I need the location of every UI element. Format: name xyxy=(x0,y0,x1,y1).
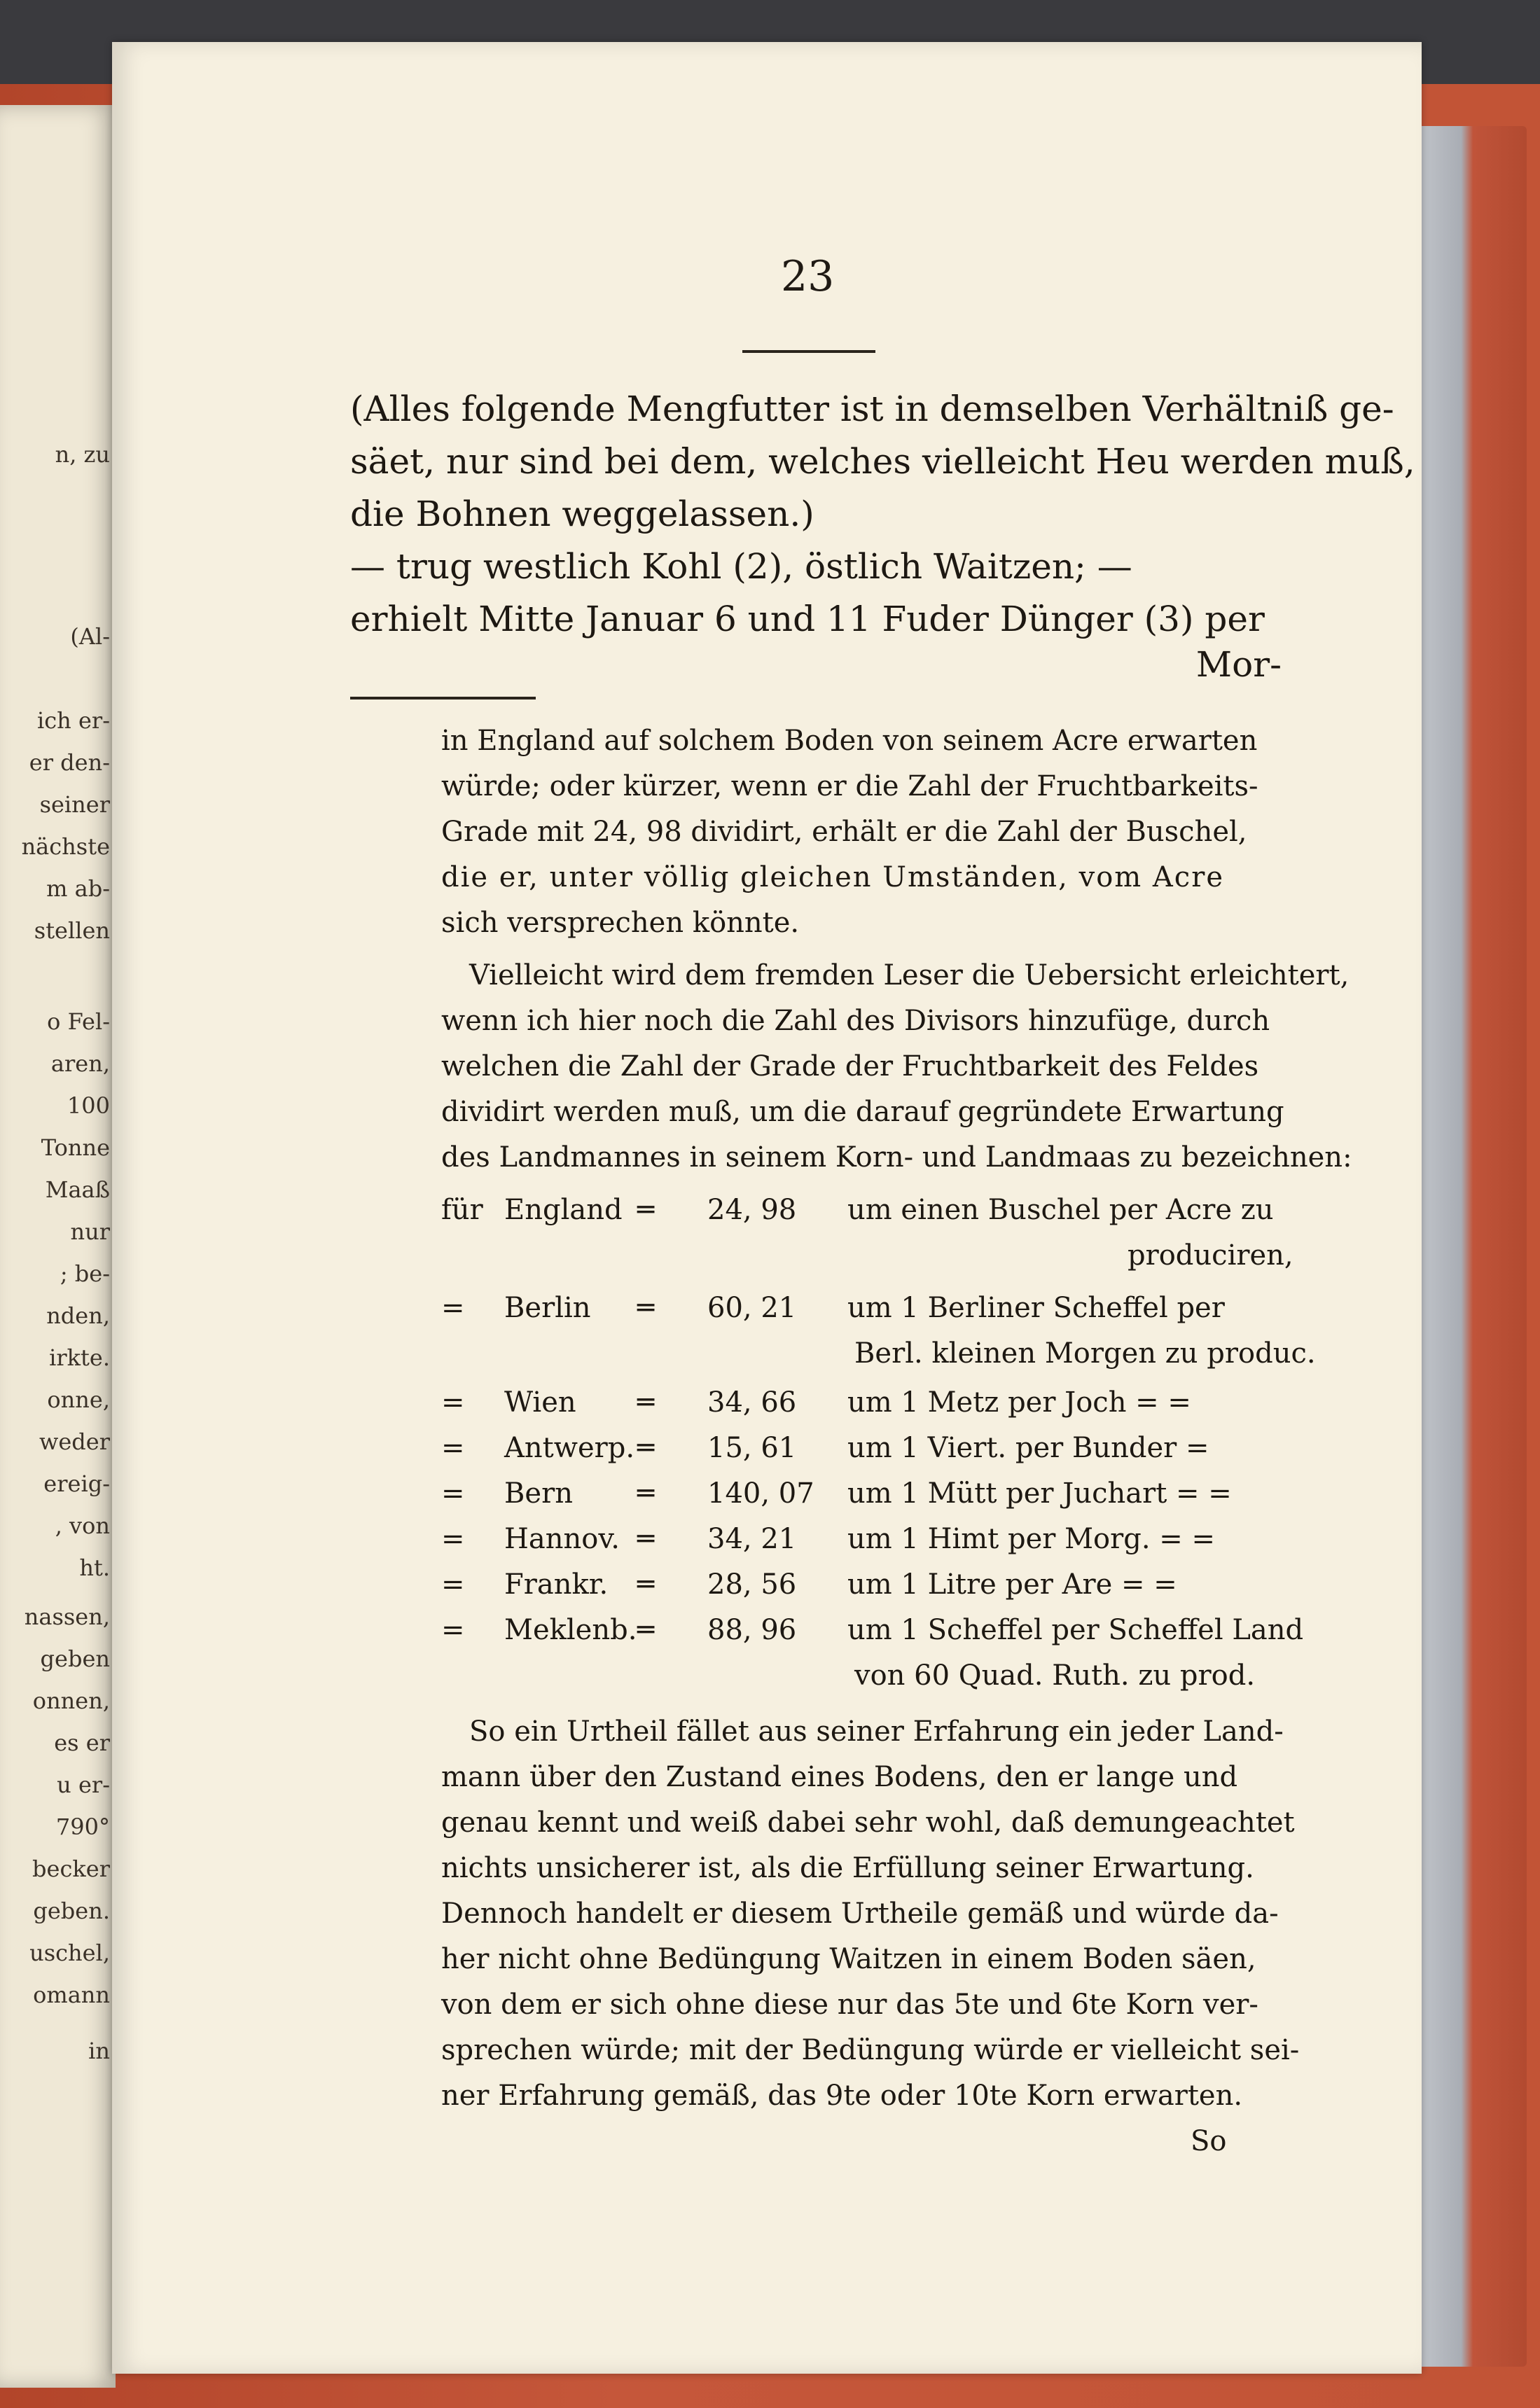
body-line-hyphen: Mor- xyxy=(1195,644,1282,685)
left-fragment: m ab- xyxy=(46,875,110,902)
left-fragment: nur xyxy=(70,1218,110,1245)
footnote-line: würde; oder kürzer, wenn er die Zahl der Fruchtbarkeits- xyxy=(441,770,1258,802)
left-fragment: nassen, xyxy=(24,1603,110,1630)
left-fragment: nächste xyxy=(21,833,110,860)
footnote-line: sich versprechen könnte. xyxy=(441,907,800,939)
left-fragment: weder xyxy=(39,1428,110,1455)
left-fragment: n, zu xyxy=(55,441,110,468)
left-fragment: 790° xyxy=(55,1814,110,1840)
table-value: 88, 96 xyxy=(707,1614,797,1646)
table-equals: ═ xyxy=(637,1194,655,1226)
closing-line: ner Erfahrung gemäß, das 9te oder 10te Korn erwarten. xyxy=(441,2080,1243,2112)
closing-line: her nicht ohne Bedüngung Waitzen in einem Boden säen, xyxy=(441,1943,1256,1975)
left-fragment: u er- xyxy=(57,1772,110,1798)
left-fragment: omann xyxy=(33,1982,110,2008)
table-equals: ═ xyxy=(637,1386,655,1419)
table-place: Frankr. xyxy=(504,1568,609,1601)
closing-line: nichts unsicherer ist, als die Erfüllung seiner Erwartung. xyxy=(441,1852,1254,1884)
body-line: die Bohnen weggelassen.) xyxy=(350,494,814,534)
header-rule xyxy=(742,350,875,353)
closing-line: von dem er sich ohne diese nur das 5te und 6te Korn ver- xyxy=(441,1989,1258,2021)
left-fragment: ich er- xyxy=(37,707,110,734)
left-fragment: geben xyxy=(40,1645,110,1672)
body-line: säet, nur sind bei dem, welches vielleicht Heu werden muß, xyxy=(350,441,1415,482)
left-fragment: aren, xyxy=(50,1050,110,1077)
table-value: 60, 21 xyxy=(707,1292,797,1324)
left-fragment: onne, xyxy=(47,1386,110,1413)
closing-line: mann über den Zustand eines Bodens, den er lange und xyxy=(441,1761,1238,1793)
footnote-line: in England auf solchem Boden von seinem Acre erwarten xyxy=(441,725,1258,757)
footnote-line: welchen die Zahl der Grade der Fruchtbarkeit des Feldes xyxy=(441,1050,1259,1083)
left-fragment: irkte. xyxy=(49,1344,110,1371)
cover-edge xyxy=(1408,126,1527,2367)
right-page xyxy=(112,42,1422,2374)
table-place: Wien xyxy=(504,1386,576,1419)
body-line: erhielt Mitte Januar 6 und 11 Fuder Dünger (3) per xyxy=(350,599,1265,639)
left-fragment: ; be- xyxy=(60,1260,110,1287)
table-prefix: = xyxy=(441,1614,465,1646)
table-prefix: = xyxy=(441,1386,465,1419)
table-place: Berlin xyxy=(504,1292,591,1324)
page-number: 23 xyxy=(781,252,835,301)
left-fragment: (Al- xyxy=(70,623,110,650)
table-equals: ═ xyxy=(637,1614,655,1646)
body-line: (Alles folgende Mengfutter ist in demselben Verhältniß ge- xyxy=(350,389,1394,429)
footnote-line: Vielleicht wird dem fremden Leser die Uebersicht erleichtert, xyxy=(469,959,1350,991)
left-fragment: 100 xyxy=(67,1092,110,1119)
table-value: 140, 07 xyxy=(707,1477,814,1510)
table-unit: um einen Buschel per Acre zu xyxy=(847,1194,1274,1226)
left-fragment: in xyxy=(88,2038,110,2064)
closing-line: So ein Urtheil fället aus seiner Erfahrung ein jeder Land- xyxy=(469,1715,1284,1748)
table-unit: von 60 Quad. Ruth. zu prod. xyxy=(854,1659,1256,1692)
left-fragment: becker xyxy=(32,1856,110,1882)
table-unit: Berl. kleinen Morgen zu produc. xyxy=(854,1337,1316,1370)
table-prefix: = xyxy=(441,1292,465,1324)
body-line: — trug westlich Kohl (2), östlich Waitzen; — xyxy=(350,546,1132,587)
left-fragment: seiner xyxy=(39,791,110,818)
table-value: 34, 21 xyxy=(707,1523,797,1555)
table-equals: ═ xyxy=(637,1432,655,1464)
closing-line: Dennoch handelt er diesem Urtheile gemäß und würde da- xyxy=(441,1898,1279,1930)
table-place: Meklenb. xyxy=(504,1614,637,1646)
table-value: 24, 98 xyxy=(707,1194,797,1226)
left-fragment: es er xyxy=(54,1730,110,1756)
left-page xyxy=(0,105,116,2388)
table-unit: um 1 Berliner Scheffel per xyxy=(847,1292,1225,1324)
table-place: Bern xyxy=(504,1477,573,1510)
table-value: 34, 66 xyxy=(707,1386,797,1419)
footnote-line: des Landmannes in seinem Korn- und Landmaas zu bezeichnen: xyxy=(441,1141,1352,1174)
table-place: England xyxy=(504,1194,623,1226)
table-prefix: = xyxy=(441,1477,465,1510)
table-equals: ═ xyxy=(637,1477,655,1510)
table-prefix: für xyxy=(441,1194,483,1226)
left-fragment: geben. xyxy=(33,1898,110,1924)
table-unit: um 1 Scheffel per Scheffel Land xyxy=(847,1614,1304,1646)
table-prefix: = xyxy=(441,1432,465,1464)
left-fragment: Maaß xyxy=(45,1176,110,1203)
left-fragment: o Fel- xyxy=(47,1008,110,1035)
closing-line: sprechen würde; mit der Bedüngung würde er vielleicht sei- xyxy=(441,2034,1300,2066)
table-unit: um 1 Mütt per Juchart = = xyxy=(847,1477,1232,1510)
table-place: Antwerp. xyxy=(504,1432,635,1464)
table-value: 28, 56 xyxy=(707,1568,797,1601)
table-prefix: = xyxy=(441,1568,465,1601)
table-place: Hannov. xyxy=(504,1523,620,1555)
table-value: 15, 61 xyxy=(707,1432,797,1464)
left-fragment: ereig- xyxy=(43,1470,110,1497)
left-fragment: nden, xyxy=(46,1302,110,1329)
table-unit: um 1 Viert. per Bunder = xyxy=(847,1432,1209,1464)
table-unit: um 1 Metz per Joch = = xyxy=(847,1386,1191,1419)
table-equals: ═ xyxy=(637,1523,655,1555)
footnote-rule xyxy=(350,697,536,700)
table-prefix: = xyxy=(441,1523,465,1555)
table-equals: ═ xyxy=(637,1568,655,1601)
closing-line: genau kennt und weiß dabei sehr wohl, daß demungeachtet xyxy=(441,1807,1295,1839)
left-fragment: uschel, xyxy=(29,1940,110,1966)
left-fragment: , von xyxy=(55,1512,110,1539)
table-equals: ═ xyxy=(637,1292,655,1324)
footnote-line: Grade mit 24, 98 dividirt, erhält er die Zahl der Buschel, xyxy=(441,816,1247,848)
left-fragment: onnen, xyxy=(32,1687,110,1714)
table-unit: um 1 Litre per Are = = xyxy=(847,1568,1177,1601)
footnote-line: wenn ich hier noch die Zahl des Divisors hinzufüge, durch xyxy=(441,1005,1270,1037)
table-unit: um 1 Himt per Morg. = = xyxy=(847,1523,1216,1555)
catchword: So xyxy=(1191,2125,1227,2157)
left-fragment: stellen xyxy=(34,917,110,944)
table-unit: produciren, xyxy=(1128,1239,1293,1272)
left-fragment: er den- xyxy=(29,749,110,776)
footnote-line: dividirt werden muß, um die darauf gegründete Erwartung xyxy=(441,1096,1284,1128)
left-fragment: ht. xyxy=(79,1554,110,1581)
left-fragment: Tonne xyxy=(41,1134,110,1161)
footnote-line: die er, unter völlig gleichen Umständen, vom Acre xyxy=(441,861,1224,893)
